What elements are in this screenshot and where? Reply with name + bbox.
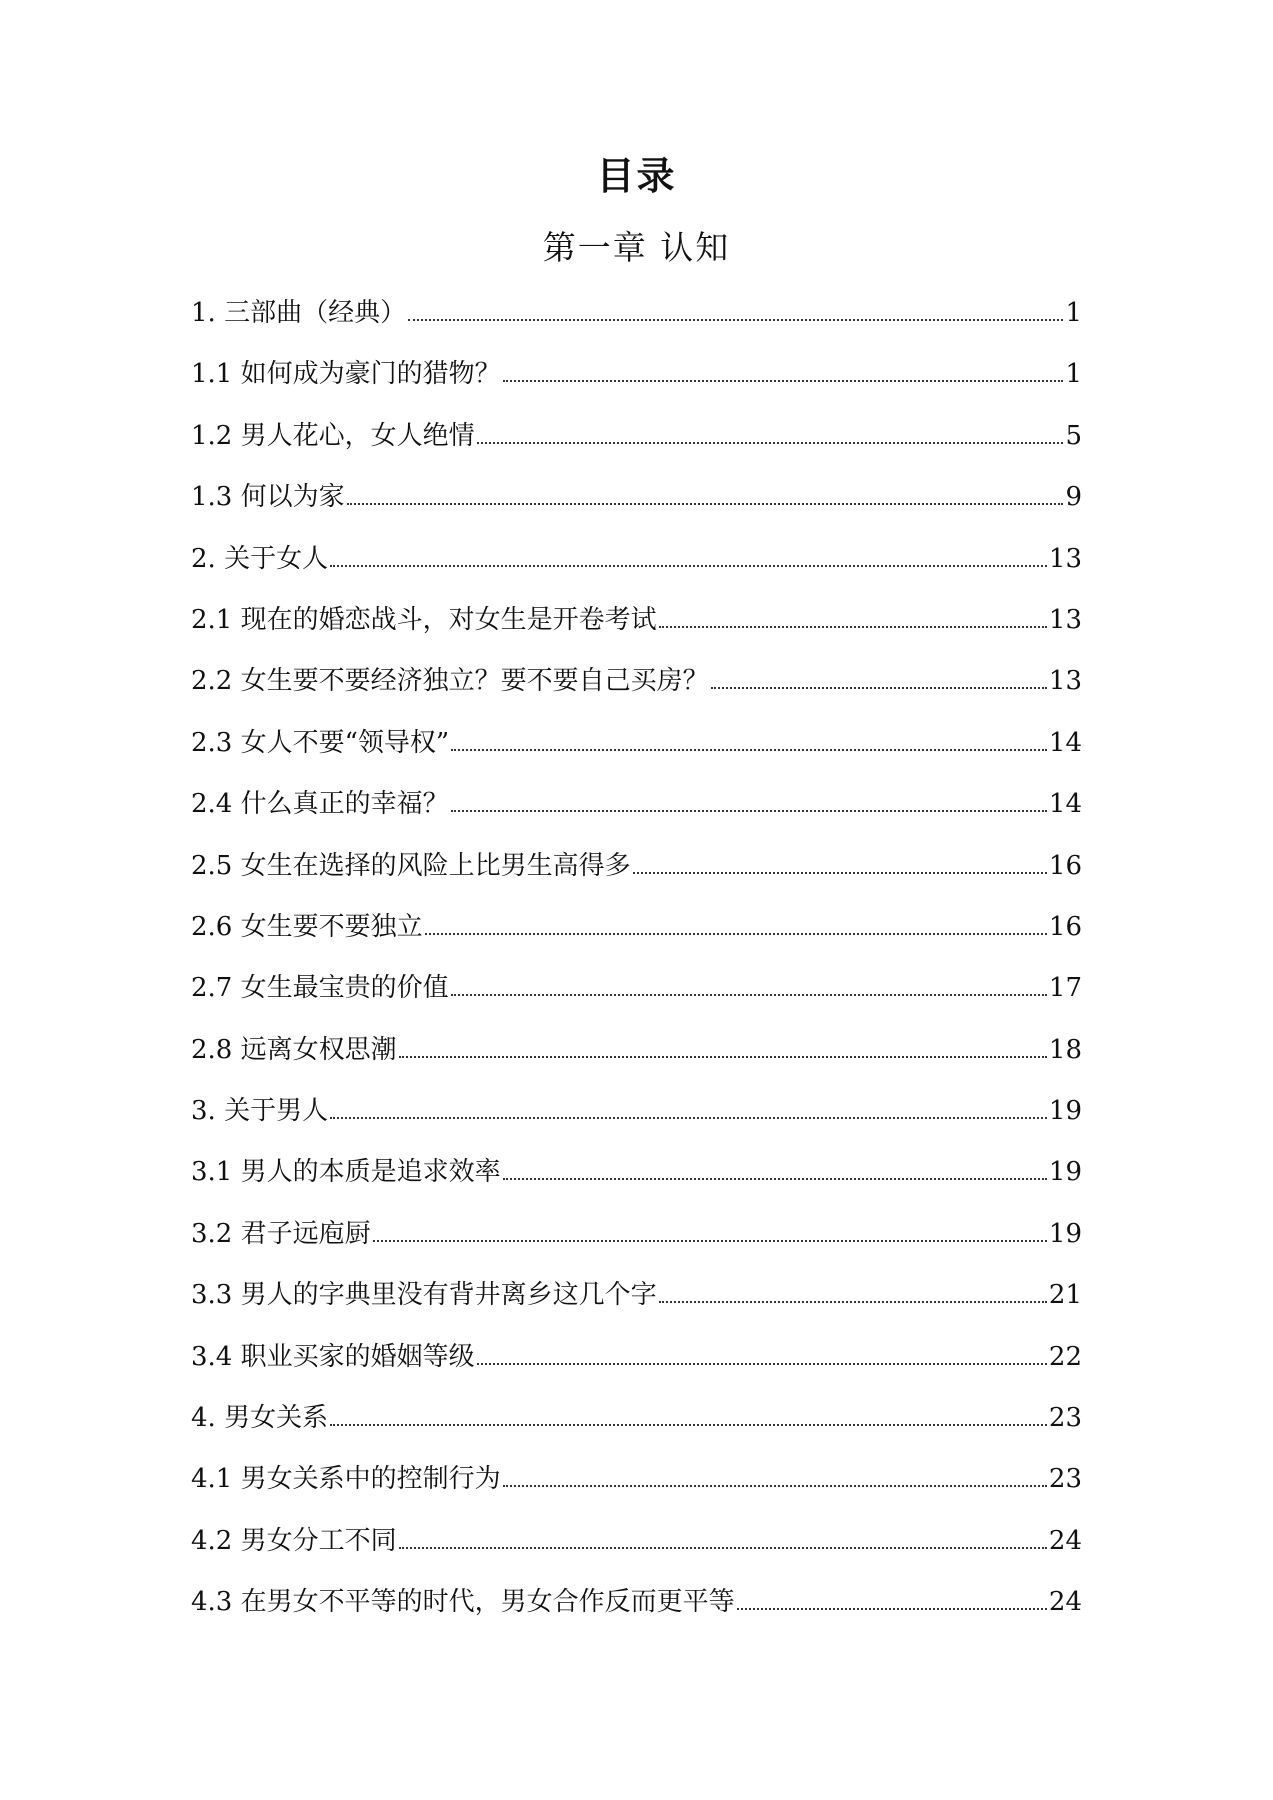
toc-entry-label: 4. 男女关系: [191, 1403, 329, 1434]
dot-leader: [737, 1608, 1047, 1610]
toc-entry-page: 24: [1048, 1587, 1082, 1618]
toc-entry-label: 1.1 如何成为豪门的猎物？: [191, 359, 501, 390]
toc-entry-page: 19: [1048, 1157, 1082, 1188]
toc-entry[interactable]: [191, 1275, 1082, 1336]
dot-leader: [330, 565, 1047, 567]
dot-leader: [399, 1547, 1047, 1549]
toc-entry-page: 1: [1065, 359, 1082, 390]
toc-entry[interactable]: [191, 1459, 1082, 1520]
toc-entry[interactable]: [191, 539, 1082, 600]
toc-entry-page: 19: [1048, 1218, 1082, 1249]
toc-entry-label: 1.3 何以为家: [191, 482, 345, 513]
toc-entry-page: 22: [1048, 1341, 1082, 1372]
dot-leader: [477, 1363, 1047, 1365]
dot-leader: [503, 1485, 1047, 1487]
toc-entry-label: 1.2 男人花心，女人绝情: [191, 420, 475, 451]
toc-entry-label: 1. 三部曲（经典）: [191, 298, 407, 328]
dot-leader: [451, 810, 1047, 812]
toc-entry-page: 24: [1048, 1525, 1082, 1556]
toc-entry-page: 14: [1048, 789, 1082, 820]
toc-entry[interactable]: [191, 1091, 1082, 1152]
dot-leader: [373, 1240, 1047, 1242]
toc-entry-label: 2. 关于女人: [191, 543, 329, 574]
toc-entry-label: 3.4 职业买家的婚姻等级: [191, 1341, 475, 1372]
dot-leader: [503, 380, 1064, 382]
toc-entry[interactable]: [191, 846, 1082, 907]
dot-leader: [633, 872, 1047, 874]
toc-entry-label: 4.3 在男女不平等的时代，男女合作反而更平等: [191, 1587, 735, 1618]
dot-leader: [399, 1056, 1047, 1058]
toc-entry-page: 14: [1048, 727, 1082, 758]
toc-entry-label: 2.8 远离女权思潮: [191, 1034, 397, 1065]
dot-leader: [477, 442, 1064, 444]
dot-leader: [330, 1424, 1047, 1426]
toc-entry-page: 21: [1048, 1280, 1082, 1311]
toc-entry-label: 3. 关于男人: [191, 1096, 329, 1127]
toc-entry[interactable]: [191, 293, 1082, 354]
toc-entry-page: 1: [1065, 298, 1082, 328]
toc-entry-label: 3.1 男人的本质是追求效率: [191, 1157, 501, 1188]
dot-leader: [659, 1301, 1047, 1303]
toc-entry-page: 13: [1048, 543, 1082, 574]
toc-entry[interactable]: [191, 354, 1082, 415]
toc-entry[interactable]: [191, 1337, 1082, 1398]
toc-entry[interactable]: [191, 1030, 1082, 1091]
dot-leader: [330, 1117, 1047, 1119]
toc-entry-page: 23: [1048, 1464, 1082, 1495]
toc-entry[interactable]: [191, 477, 1082, 538]
toc-entry-page: 5: [1065, 420, 1082, 451]
toc-entry-label: 2.7 女生最宝贵的价值: [191, 973, 449, 1004]
dot-leader: [408, 319, 1063, 321]
toc-entry[interactable]: [191, 600, 1082, 661]
toc-entry-page: 19: [1048, 1096, 1082, 1127]
dot-leader: [451, 994, 1047, 996]
dot-leader: [425, 933, 1047, 935]
toc-entry[interactable]: [191, 1521, 1082, 1582]
toc-entry[interactable]: [191, 416, 1082, 477]
toc-entry-page: 13: [1048, 604, 1082, 635]
dot-leader: [503, 1178, 1047, 1180]
toc-entry-page: 23: [1048, 1403, 1082, 1434]
toc-entry-label: 2.3 女人不要“领导权”: [191, 727, 450, 758]
toc-entry-page: 17: [1048, 973, 1082, 1004]
dot-leader: [711, 687, 1047, 689]
toc-entry[interactable]: [191, 1398, 1082, 1459]
toc-entry-page: 13: [1048, 666, 1082, 697]
toc-entry-label: 4.2 男女分工不同: [191, 1525, 397, 1556]
toc-entry-label: 3.3 男人的字典里没有背井离乡这几个字: [191, 1280, 657, 1311]
toc-entry-label: 2.4 什么真正的幸福？: [191, 789, 449, 820]
toc-entry[interactable]: [191, 784, 1082, 845]
toc-entry[interactable]: [191, 1152, 1082, 1213]
toc-entry-page: 9: [1065, 482, 1082, 513]
toc-entry[interactable]: [191, 968, 1082, 1029]
toc-entry-label: 2.5 女生在选择的风险上比男生高得多: [191, 850, 631, 881]
dot-leader: [451, 749, 1047, 751]
toc-entry-label: 3.2 君子远庖厨: [191, 1218, 371, 1249]
toc-entry[interactable]: [191, 1214, 1082, 1275]
dot-leader: [347, 503, 1064, 505]
page-title: 目录: [596, 153, 677, 198]
toc-entry[interactable]: [191, 723, 1082, 784]
toc-entry-label: 2.2 女生要不要经济独立？要不要自己买房？: [191, 666, 709, 697]
toc-entry[interactable]: [191, 661, 1082, 722]
toc-entry[interactable]: [191, 907, 1082, 968]
dot-leader: [659, 626, 1047, 628]
toc-entry-page: 18: [1048, 1034, 1082, 1065]
toc-entry-label: 2.6 女生要不要独立: [191, 911, 423, 942]
chapter-heading: 第一章 认知: [542, 228, 731, 267]
toc-entry-label: 4.1 男女关系中的控制行为: [191, 1464, 501, 1495]
toc-entry-page: 16: [1048, 911, 1082, 942]
toc-entry-page: 16: [1048, 850, 1082, 881]
toc-entry[interactable]: [191, 1582, 1082, 1643]
table-of-contents: [191, 293, 1082, 1644]
toc-entry-label: 2.1 现在的婚恋战斗，对女生是开卷考试: [191, 604, 657, 635]
